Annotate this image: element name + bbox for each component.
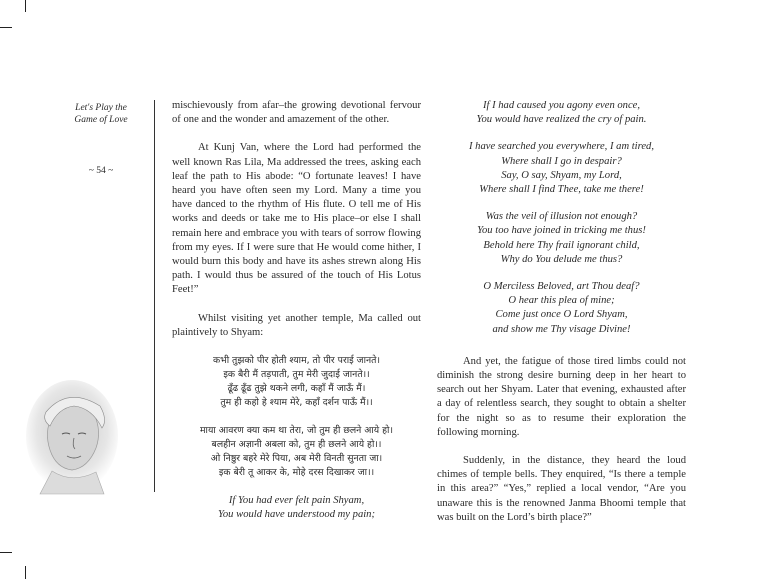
paragraph: Suddenly, in the distance, they heard the loud chimes of temple bells. They enquired, “Is there a temple in this area?” “Yes,” replied a local vendor, “Are you unaware this is the renowned Janma Bhoomi temple that was built on the Lord’s birth place?” [437, 455, 686, 523]
verse-stanza [172, 494, 421, 522]
hindi-line: कभी तुझको पीर होती श्याम, तो पीर पराई जानते। [213, 355, 380, 367]
verse-line: Where shall I go in despair? [501, 155, 622, 167]
verse-line: Come just once O Lord Shyam, [495, 309, 628, 321]
verse-line: Behold here Thy frail ignorant child, [483, 239, 640, 251]
hindi-stanza [172, 424, 421, 480]
verse-line: Why do You delude me thus? [500, 253, 623, 265]
hindi-line: तुम ही कहो हे श्याम मेरे, कहाँ दर्शन पाऊँ मैं।। [220, 397, 373, 409]
hindi-line: इक बेरी तू आकर के, मोहे दरस दिखाकर जा।। [218, 467, 375, 479]
right-text-column [437, 99, 686, 539]
verse-line: You would have understood my pain; [217, 509, 376, 521]
verse-stanza [437, 99, 686, 127]
verse-line: and show me Thy visage Divine! [492, 323, 631, 335]
page-number: ~ 54 ~ [88, 166, 114, 176]
verse-line: I have searched you everywhere, I am tired, [468, 141, 655, 153]
running-title [58, 102, 144, 126]
verse-line: Where shall I find Thee, take me there! [479, 184, 644, 196]
paragraph: mischievously from afar–the growing devotional fervour of one and the wonder and amazement of the other. [172, 100, 421, 126]
verse-line: If I had caused you agony even once, [482, 100, 641, 111]
verse-stanza [437, 280, 686, 337]
running-title-line1: Let's Play the [75, 103, 127, 113]
crop-mark-top-vertical [25, 0, 26, 12]
hindi-line: ढूँढ ढूँढ तुझे थकने लगी, कहाँ मैं जाऊँ मैं। [227, 383, 366, 395]
portrait-sketch [22, 376, 120, 496]
hindi-line: ओ निष्ठुर बहरे मेरे पिया, अब मेरी विनती सुनता जा। [210, 453, 383, 465]
verse-line: O hear this plea of mine; [508, 295, 615, 307]
hindi-line: बलहीन अज्ञानी अबला को, तुम ही छलने आये हो।। [211, 439, 382, 451]
verse-line: You too have joined in tricking me thus! [477, 225, 646, 237]
hindi-line: इक बैरी मैं तड़पाती, तुम मेरी जुदाई जानते।। [223, 369, 370, 381]
verse-line: You would have realized the cry of pain. [476, 114, 647, 126]
crop-mark-bottom-vertical [25, 566, 26, 579]
verse-stanza [437, 210, 686, 267]
left-text-column [172, 99, 421, 535]
paragraph: Whilst visiting yet another temple, Ma called out plaintively to Shyam: [172, 312, 421, 338]
hindi-line: माया आवरण क्या कम था तेरा, जो तुम ही छलने आये हो। [199, 425, 393, 437]
verse-line: Was the veil of illusion not enough? [485, 211, 638, 223]
verse-line: O Merciless Beloved, art Thou deaf? [483, 281, 640, 293]
verse-line: If You had ever felt pain Shyam, [228, 495, 365, 507]
crop-mark-bottom-horizontal [0, 552, 12, 553]
verse-stanza [437, 140, 686, 197]
paragraph: And yet, the fatigue of those tired limbs could not diminish the strong desire burning deep in her heart to search out her Shyam. Later that evening, exhausted after a day of relentless search, they sought to obtain a shelter for the night so as to resume their exploration the following morning. [437, 355, 686, 438]
crop-mark-top-horizontal [0, 27, 12, 28]
column-divider [154, 100, 155, 492]
hindi-stanza [172, 354, 421, 410]
running-title-line2: Game of Love [74, 115, 128, 125]
paragraph: At Kunj Van, where the Lord had performed the well known Ras Lila, Ma addressed the trees, asking each leaf the path to His abode: “O fortunate leaves! I have heard you have often seen my Lord. Many a time you have danced to the rhythm of His flute. O tell me of His works and deeds or take me to His place–or else I shall remain here and embrace you with tears of sorrow flowing from my eyes. If I were sure that He would come hither, I would burn this body and have its ashes strewn along His path. I would thus be assured of the touch of His Lotus Feet!” [172, 142, 421, 296]
verse-line: Say, O say, Shyam, my Lord, [501, 169, 622, 181]
